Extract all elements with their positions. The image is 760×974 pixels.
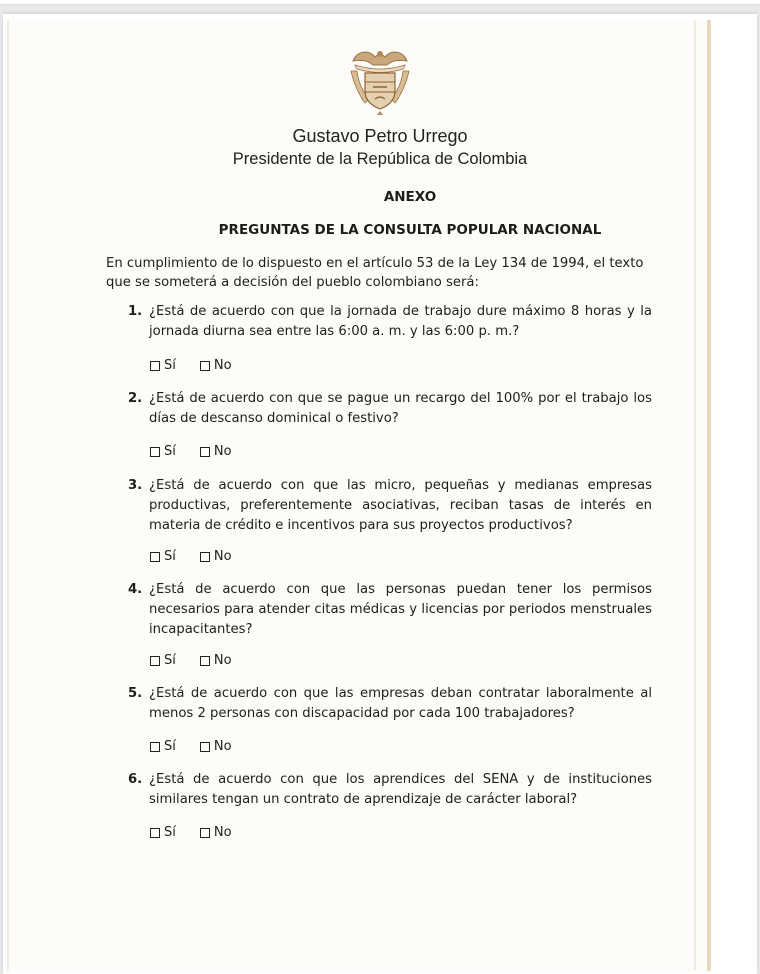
question-1: [128, 302, 652, 342]
question-text: ¿Está de acuerdo con que las empresas deban contratar laboralmente al menos 2 personas con discapacidad por cada 100 trabajadores?: [149, 686, 652, 721]
checkbox-icon[interactable]: [200, 361, 210, 371]
viewer-top-bar: [0, 0, 760, 5]
answer-options-6: [150, 825, 232, 840]
answer-options-1: [150, 358, 232, 373]
answer-options-2: [150, 444, 232, 459]
no-label: No: [213, 358, 232, 373]
yes-checkbox[interactable]: [150, 358, 176, 373]
checkbox-icon[interactable]: [200, 828, 210, 838]
answer-options-3: [150, 549, 232, 564]
yes-label: Sí: [164, 444, 176, 459]
checkbox-icon[interactable]: [200, 742, 210, 752]
question-number: 3.: [128, 478, 143, 493]
yes-checkbox[interactable]: [150, 549, 176, 564]
question-3: [128, 476, 652, 536]
question-number: 5.: [128, 686, 143, 701]
question-text: ¿Está de acuerdo con que las personas puedan tener los permisos necesarios para atender citas médicas y licencias por periodos menstruales incapacitantes?: [149, 582, 652, 637]
checkbox-icon[interactable]: [150, 447, 160, 457]
question-text: ¿Está de acuerdo con que las micro, pequeñas y medianas empresas productivas, preferentemente asociativas, reciban tasas de interés en materia de crédito e incentivos para sus proyectos productivos?: [149, 478, 652, 533]
author-title: Presidente de la República de Colombia: [232, 150, 528, 168]
checkbox-icon[interactable]: [150, 742, 160, 752]
question-4: [128, 580, 652, 640]
checkbox-icon[interactable]: [150, 552, 160, 562]
annex-label: ANEXO: [383, 189, 437, 205]
checkbox-icon[interactable]: [200, 447, 210, 457]
checkbox-icon[interactable]: [150, 828, 160, 838]
no-checkbox[interactable]: [200, 653, 232, 668]
document-heading: PREGUNTAS DE LA CONSULTA POPULAR NACIONAL: [218, 222, 602, 238]
intro-paragraph: En cumplimiento de lo dispuesto en el artículo 53 de la Ley 134 de 1994, el texto que se someterá a decisión del pueblo colombiano será:: [106, 256, 644, 290]
question-text: ¿Está de acuerdo con que los aprendices del SENA y de instituciones similares tengan un contrato de aprendizaje de carácter laboral?: [149, 772, 652, 807]
no-label: No: [213, 653, 232, 668]
answer-options-4: [150, 653, 232, 668]
question-number: 6.: [128, 772, 143, 787]
no-label: No: [213, 739, 232, 754]
yes-label: Sí: [164, 825, 176, 840]
checkbox-icon[interactable]: [150, 361, 160, 371]
question-number: 1.: [128, 304, 143, 319]
yes-checkbox[interactable]: [150, 444, 176, 459]
no-checkbox[interactable]: [200, 358, 232, 373]
yes-checkbox[interactable]: [150, 739, 176, 754]
no-checkbox[interactable]: [200, 444, 232, 459]
checkbox-icon[interactable]: [200, 656, 210, 666]
question-number: 4.: [128, 582, 143, 597]
yes-label: Sí: [164, 739, 176, 754]
yes-label: Sí: [164, 549, 176, 564]
question-number: 2.: [128, 391, 143, 406]
checkbox-icon[interactable]: [150, 656, 160, 666]
yes-checkbox[interactable]: [150, 825, 176, 840]
question-5: [128, 684, 652, 724]
no-checkbox[interactable]: [200, 549, 232, 564]
no-label: No: [213, 549, 232, 564]
yes-label: Sí: [164, 358, 176, 373]
author-name: Gustavo Petro Urrego: [292, 126, 468, 146]
no-checkbox[interactable]: [200, 825, 232, 840]
yes-label: Sí: [164, 653, 176, 668]
question-6: [128, 770, 652, 810]
no-label: No: [213, 825, 232, 840]
question-text: ¿Está de acuerdo con que la jornada de trabajo dure máximo 8 horas y la jornada diurna sea entre las 6:00 a. m. y las 6:00 p. m.?: [149, 304, 652, 339]
checkbox-icon[interactable]: [200, 552, 210, 562]
yes-checkbox[interactable]: [150, 653, 176, 668]
answer-options-5: [150, 739, 232, 754]
question-2: [128, 389, 652, 429]
question-text: ¿Está de acuerdo con que se pague un recargo del 100% por el trabajo los días de descanso dominical o festivo?: [149, 391, 652, 426]
colombia-coat-of-arms-icon: [347, 45, 413, 115]
no-checkbox[interactable]: [200, 739, 232, 754]
no-label: No: [213, 444, 232, 459]
